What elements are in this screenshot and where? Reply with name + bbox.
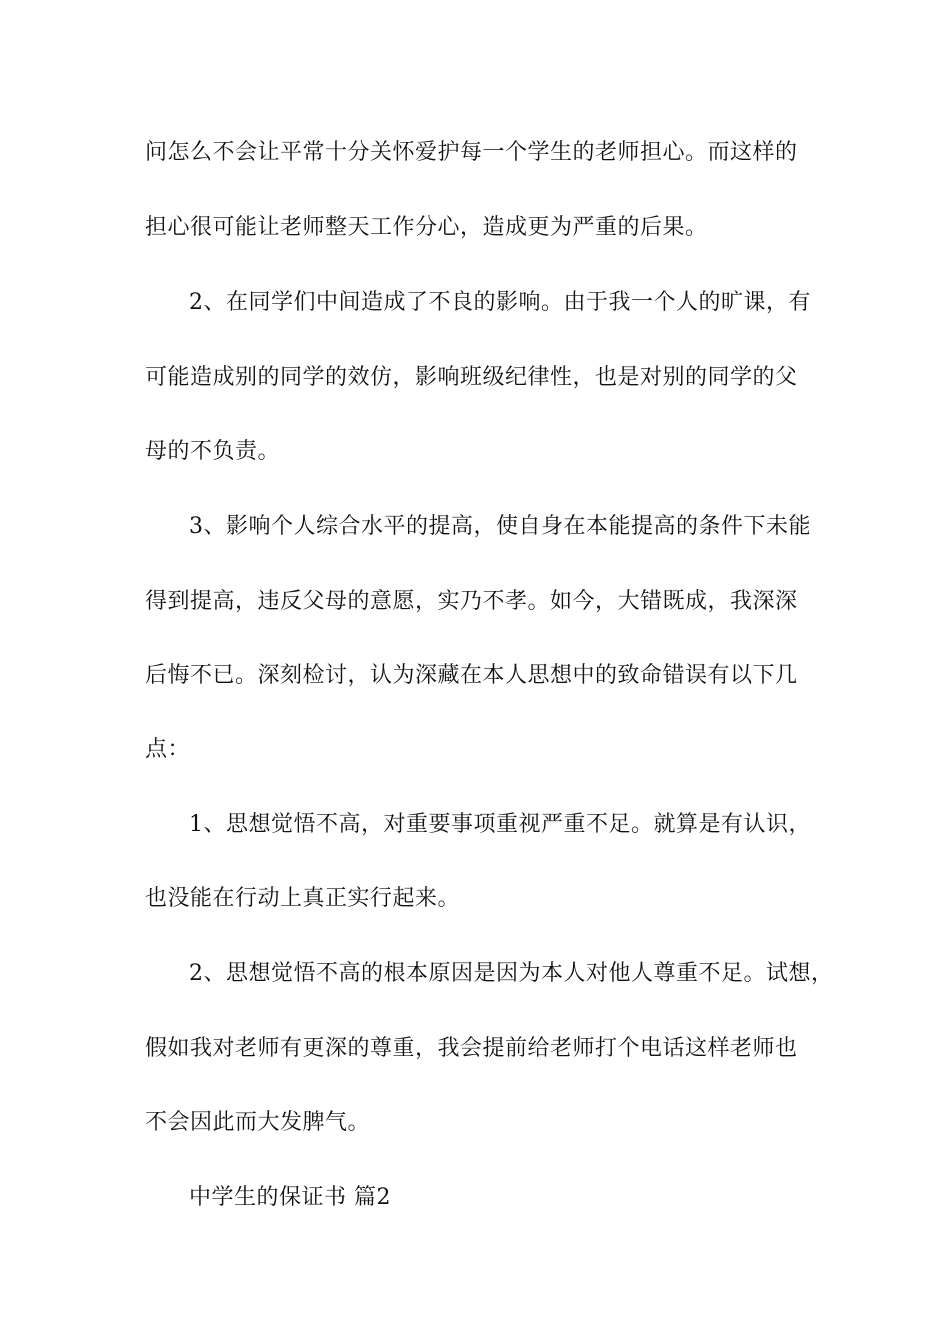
paragraph-line: 得到提高，违反父母的意愿，实乃不孝。如今，大错既成，我深深 xyxy=(145,589,798,614)
paragraph-line: 不会因此而大发脾气。 xyxy=(145,1110,371,1135)
paragraph-line: 母的不负责。 xyxy=(145,439,281,464)
paragraph-line: 2、在同学们中间造成了不良的影响。由于我一个人的旷课，有 xyxy=(189,290,811,315)
paragraph-line: 问怎么不会让平常十分关怀爱护每一个学生的老师担心。而这样的 xyxy=(145,140,798,165)
paragraph-line: 1、思想觉悟不高，对重要事项重视严重不足。就算是有认识， xyxy=(189,812,811,837)
paragraph-line: 3、影响个人综合水平的提高，使自身在本能提高的条件下未能 xyxy=(189,514,811,539)
paragraph-line: 也没能在行动上真正实行起来。 xyxy=(145,886,461,911)
paragraph-line: 可能造成别的同学的效仿，影响班级纪律性，也是对别的同学的父 xyxy=(145,365,798,390)
paragraph-line: 担心很可能让老师整天工作分心，造成更为严重的后果。 xyxy=(145,215,708,240)
paragraph-line: 假如我对老师有更深的尊重，我会提前给老师打个电话这样老师也 xyxy=(145,1036,798,1061)
paragraph-line: 2、思想觉悟不高的根本原因是因为本人对他人尊重不足。试想， xyxy=(189,961,834,986)
paragraph-line: 点： xyxy=(145,737,191,762)
section-heading: 中学生的保证书 篇2 xyxy=(189,1185,391,1210)
paragraph-line: 后悔不已。深刻检讨，认为深藏在本人思想中的致命错误有以下几 xyxy=(145,663,798,688)
